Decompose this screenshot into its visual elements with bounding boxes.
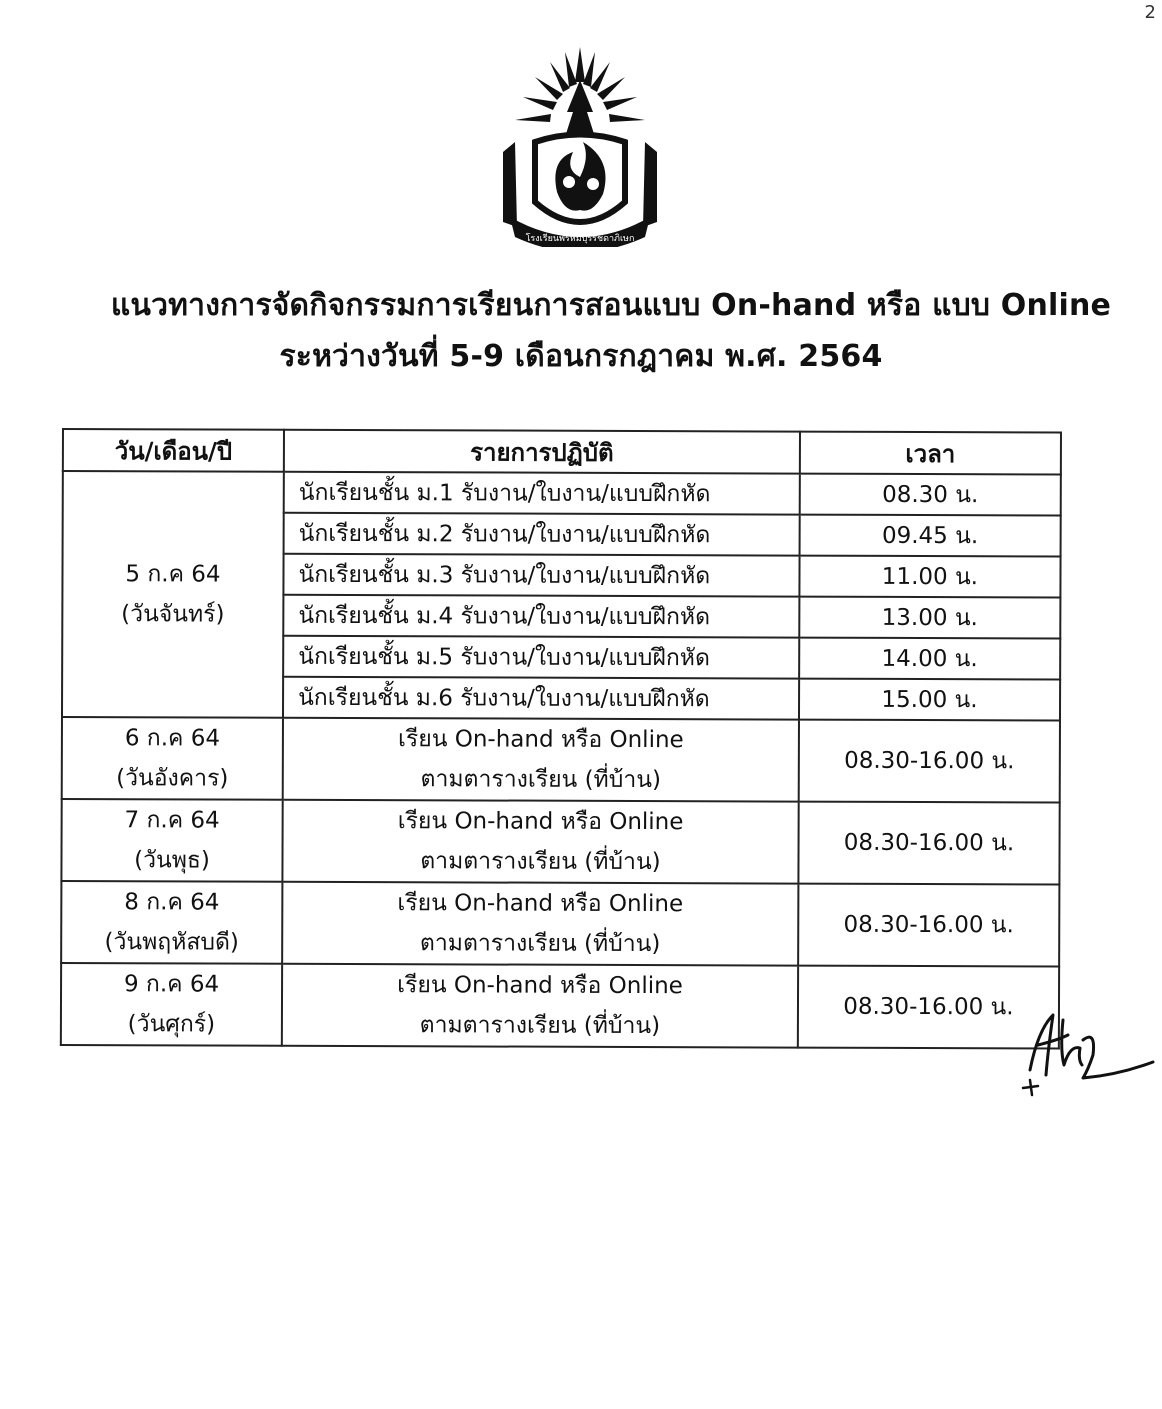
date-text: 5 ก.ค 64 [125, 561, 221, 588]
weekday-text: (วันจันทร์) [121, 601, 225, 628]
time-cell: 08.30-16.00 น. [798, 966, 1059, 1049]
school-emblem-logo [495, 42, 665, 247]
activity-line: ตามตารางเรียน (ที่บ้าน) [419, 930, 661, 958]
activity-cell: นักเรียนชั้น ม.1 รับงาน/ใบงาน/แบบฝึกหัด [284, 472, 800, 515]
weekday-text: (วันอังคาร) [116, 765, 229, 792]
activity-cell [282, 800, 798, 884]
date-cell-monday [62, 471, 284, 718]
activity-cell: นักเรียนชั้น ม.5 รับงาน/ใบงาน/แบบฝึกหัด [283, 636, 799, 679]
date-cell [61, 963, 282, 1046]
date-text: 6 ก.ค 64 [124, 725, 221, 752]
date-cell [61, 881, 282, 964]
handwritten-signature [1008, 1000, 1158, 1100]
page-number: 2 [1144, 2, 1156, 23]
activity-cell: นักเรียนชั้น ม.6 รับงาน/ใบงาน/แบบฝึกหัด [283, 677, 799, 720]
table-header-row [63, 429, 1061, 474]
activity-line: ตามตารางเรียน (ที่บ้าน) [420, 848, 661, 876]
document-subtitle-date-range: ระหว่างวันที่ 5-9 เดือนกรกฎาคม พ.ศ. 2564 [279, 339, 883, 374]
schedule-table [60, 428, 1062, 1049]
weekday-text: (วันพุธ) [134, 847, 210, 874]
activity-line: ตามตารางเรียน (ที่บ้าน) [420, 766, 662, 794]
activity-line: ตามตารางเรียน (ที่บ้าน) [419, 1012, 661, 1040]
time-cell: 08.30-16.00 น. [798, 802, 1059, 885]
table-row [62, 717, 1060, 802]
time-cell: 09.45 น. [799, 515, 1060, 557]
document-title: แนวทางการจัดกิจกรรมการเรียนการสอนแบบ On-hand หรือ แบบ Online [110, 288, 1112, 323]
table-row [63, 471, 1061, 515]
activity-line: เรียน On-hand หรือ Online [397, 808, 684, 836]
time-cell: 08.30-16.00 น. [798, 884, 1059, 967]
weekday-text: (วันพฤหัสบดี) [104, 929, 239, 956]
activity-cell [282, 964, 798, 1048]
time-cell: 11.00 น. [799, 556, 1060, 598]
table-row [61, 799, 1059, 884]
table-row [61, 963, 1059, 1048]
date-cell [62, 717, 283, 800]
activity-line: เรียน On-hand หรือ Online [397, 890, 684, 918]
date-text: 7 ก.ค 64 [124, 807, 220, 834]
activity-cell [283, 718, 799, 802]
activity-cell [282, 882, 798, 966]
activity-cell: นักเรียนชั้น ม.4 รับงาน/ใบงาน/แบบฝึกหัด [283, 595, 799, 638]
header-date: วัน/เดือน/ปี [63, 429, 284, 472]
date-text: 8 ก.ค 64 [124, 889, 220, 916]
header-time: เวลา [800, 432, 1061, 475]
activity-cell: นักเรียนชั้น ม.2 รับงาน/ใบงาน/แบบฝึกหัด [284, 513, 800, 556]
time-cell: 15.00 น. [799, 679, 1060, 721]
header-activity: รายการปฏิบัติ [284, 430, 800, 474]
activity-cell: นักเรียนชั้น ม.3 รับงาน/ใบงาน/แบบฝึกหัด [283, 554, 799, 597]
time-cell: 14.00 น. [799, 638, 1060, 680]
date-text: 9 ก.ค 64 [123, 971, 220, 998]
time-cell: 08.30-16.00 น. [799, 720, 1060, 803]
time-cell: 08.30 น. [800, 474, 1061, 516]
table-row [61, 881, 1059, 966]
date-cell [61, 799, 282, 882]
logo-banner-text: โรงเรียนพรหมบุรีรัชดาภิเษก [525, 234, 635, 244]
time-cell: 13.00 น. [799, 597, 1060, 639]
weekday-text: (วันศุกร์) [127, 1011, 216, 1038]
activity-line: เรียน On-hand หรือ Online [397, 972, 683, 1000]
activity-line: เรียน On-hand หรือ Online [397, 726, 684, 754]
